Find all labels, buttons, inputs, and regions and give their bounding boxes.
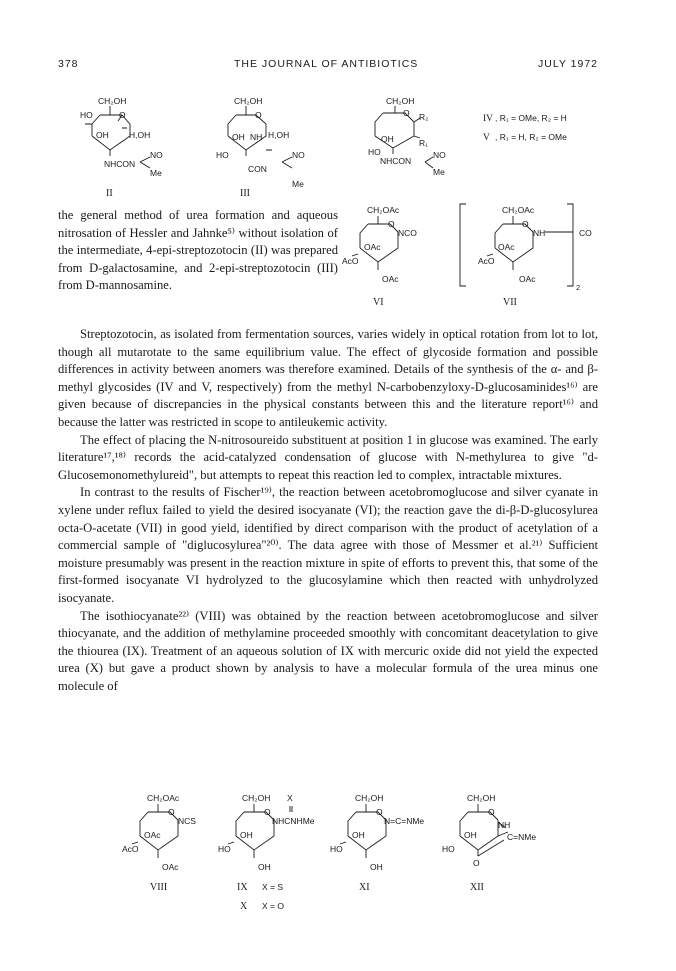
s7-aco: AcO — [478, 256, 495, 266]
journal-title: THE JOURNAL OF ANTIBIOTICS — [234, 58, 419, 70]
s9-ch2oh: CH₂OH — [242, 793, 271, 803]
s9-label-ix: IX — [237, 882, 248, 893]
s8-label: VIII — [150, 882, 168, 893]
s7-co: CO — [579, 228, 592, 238]
s3-con: CON — [248, 164, 267, 174]
paragraph-streptozotocin: Streptozotocin, as isolated from fermentation sources, varies widely in optical rotation from lot to lot, though all mutarotate to the same equilibrium value. The effect of glycoside formation and possible differences in activity between anomers was therefore examined. Details of the synthesis of the α- and β-methyl glycosides (IV and V, respectively) from the methyl N-carbobenzyloxy-D-glucosaminides¹⁶⁾ are given because of discrepancies in the physical constants between this and the literature report¹⁶⁾ and because the latter was restricted in scope to antileukemic activity. — [58, 327, 598, 429]
structure-IV-V — [368, 96, 446, 177]
structure-XII — [442, 793, 536, 893]
s8-ch2oac: CH₂OAc — [147, 793, 180, 803]
paragraph-urea-formation — [58, 207, 338, 295]
s6-oac-bot: OAc — [382, 274, 399, 284]
s6-oac-mid: OAc — [364, 242, 381, 252]
structure-VI — [342, 205, 417, 308]
s7-label: VII — [503, 297, 517, 308]
s6-ring-o: O — [388, 219, 395, 229]
s9-oh: OH — [240, 830, 253, 840]
s9-ho: HO — [218, 844, 231, 854]
s9-x: X — [287, 793, 293, 803]
s12-nh: NH — [498, 820, 511, 830]
s4-ring-o: O — [403, 108, 410, 118]
s6-aco: AcO — [342, 256, 359, 266]
structure-VIII — [122, 793, 196, 893]
s11-oh: OH — [352, 830, 365, 840]
s3-no: NO — [292, 150, 305, 160]
s11-ch2oh: CH₂OH — [355, 793, 384, 803]
s11-ho: HO — [330, 844, 343, 854]
s2-no: NO — [150, 150, 163, 160]
s4-nhcon: NHCON — [380, 156, 412, 166]
s2-ch2oh: CH₂OH — [98, 96, 127, 106]
s8-ncs: NCS — [178, 816, 196, 826]
s6-label: VI — [373, 297, 384, 308]
s11-ring-o: O — [376, 807, 383, 817]
s12-ring-o: O — [488, 807, 495, 817]
s12-ch2oh: CH₂OH — [467, 793, 496, 803]
structure-XI — [330, 793, 424, 893]
structure-II — [80, 96, 163, 199]
s8-oac-mid: OAc — [144, 830, 161, 840]
main-text — [58, 326, 598, 695]
s3-me: Me — [292, 179, 304, 189]
s12-o-bot: O — [473, 858, 480, 868]
structure-VII — [460, 204, 592, 308]
s9-nhcnhme: NHCNHMe — [272, 816, 315, 826]
s3-h-oh: H,OH — [268, 130, 290, 140]
s2-nhcon: NHCON — [104, 159, 136, 169]
s4-oh: OH — [381, 134, 394, 144]
structure-III — [216, 96, 305, 199]
s2-oh: OH — [96, 130, 109, 140]
s12-c-nme: C=NMe — [507, 832, 537, 842]
s11-label: XI — [359, 882, 370, 893]
s4-me: Me — [433, 167, 445, 177]
s4-ho: HO — [368, 147, 381, 157]
s7-subscript: 2 — [576, 283, 581, 292]
s4-no: NO — [433, 150, 446, 160]
paragraph-nitrosoureido: The effect of placing the N-nitrosoureido substituent at position 1 in glucose was examined. The early literature¹⁷,¹⁸⁾ records the acid-catalyzed condensation of glucose with N-methylurea to give "d-Glucosemonomethylureid", but attempts to repeat this reaction led to complex, intractable mixtures. — [58, 432, 598, 482]
s9-x-s: X = S — [262, 882, 284, 892]
s2-label: II — [106, 188, 113, 199]
s9-oh-bot: OH — [258, 862, 271, 872]
s12-ho: HO — [442, 844, 455, 854]
s7-ring-o: O — [522, 219, 529, 229]
s2-ring-o: O — [119, 110, 126, 120]
s4-ch2oh: CH₂OH — [386, 96, 415, 106]
s7-nh: NH — [533, 228, 546, 238]
s6-ch2oac: CH₂OAc — [367, 205, 400, 215]
s7-oac-mid: OAc — [498, 242, 515, 252]
s2-me: Me — [150, 168, 162, 178]
s6-nco: NCO — [398, 228, 417, 238]
s3-label: III — [240, 188, 250, 199]
structure-legend — [483, 113, 567, 143]
page-number: 378 — [58, 58, 79, 70]
s3-oh: OH — [232, 132, 245, 142]
s3-ho: HO — [216, 150, 229, 160]
s8-ring-o: O — [168, 807, 175, 817]
s9-x-o: X = O — [262, 901, 284, 911]
s2-ho: HO — [80, 110, 93, 120]
s8-aco: AcO — [122, 844, 139, 854]
s11-n-c-nme: N=C=NMe — [384, 816, 425, 826]
s9-label-x: X — [240, 901, 248, 912]
s7-oac-bot: OAc — [519, 274, 536, 284]
legend-text-v: , R₁ = H, R₂ = OMe — [495, 132, 567, 142]
s4-r2: R₂ — [419, 112, 429, 122]
legend-text-iv: , R₁ = OMe, R₂ = H — [495, 113, 567, 123]
s3-ring-o: O — [255, 110, 262, 120]
s12-label: XII — [470, 882, 484, 893]
s8-oac-bot: OAc — [162, 862, 179, 872]
s3-nh: NH — [250, 132, 263, 142]
s12-oh: OH — [464, 830, 477, 840]
s7-ch2oac: CH₂OAc — [502, 205, 535, 215]
legend-label-v: V — [483, 133, 490, 143]
paragraph-isothiocyanate: The isothiocyanate²²⁾ (VIII) was obtained by the reaction between acetobromoglucose and silver thiocyanate, and the addition of methylamine proceeded smoothly with concomitant deacetylation to give the thiourea (IX). Treatment of an aqueous solution of IX with mercuric oxide did not yield the expected urea (X) but gave a product shown by analysis to have a molecular formula of the urea minus one molecule of — [58, 608, 598, 693]
s11-oh-bot: OH — [370, 862, 383, 872]
s9-ring-o: O — [264, 807, 271, 817]
s3-ch2oh: CH₂OH — [234, 96, 263, 106]
s4-r1: R₁ — [419, 138, 429, 148]
s2-h-oh: H,OH — [129, 130, 151, 140]
paragraph-1-text: the general method of urea formation and aqueous nitrosation of Hessler and Jahnke⁵⁾ without isolation of the intermediate, 4-epi-streptozotocin (II) was prepared from D-galactosamine, and 2-epi-streptozotocin (III) from D-mannosamine. — [58, 208, 338, 293]
structure-IX-X — [218, 793, 315, 912]
paragraph-fischer: In contrast to the results of Fischer¹⁹⁾, the reaction between acetobromoglucose and silver cyanate in xylene under reflux failed to yield the desired isocyanate (VI); the reaction gave the di-β-D-glucosylurea octa-O-acetate (VII) in good yield, identified by direct comparison with the product of acetylation of a commercial sample of "diglucosylurea"²⁰⁾. The data agree with those of Messmer et al.²¹⁾ Sufficient moisture presumably was present in the reaction mixture in spite of efforts to prevent this, that some of the first-formed isocyanate VI hydrolyzed to the glucosylamine which then reacted with unhydrolyzed isocyanate. — [58, 485, 598, 605]
legend-label-iv: IV — [483, 114, 494, 124]
issue-date: JULY 1972 — [538, 58, 598, 70]
